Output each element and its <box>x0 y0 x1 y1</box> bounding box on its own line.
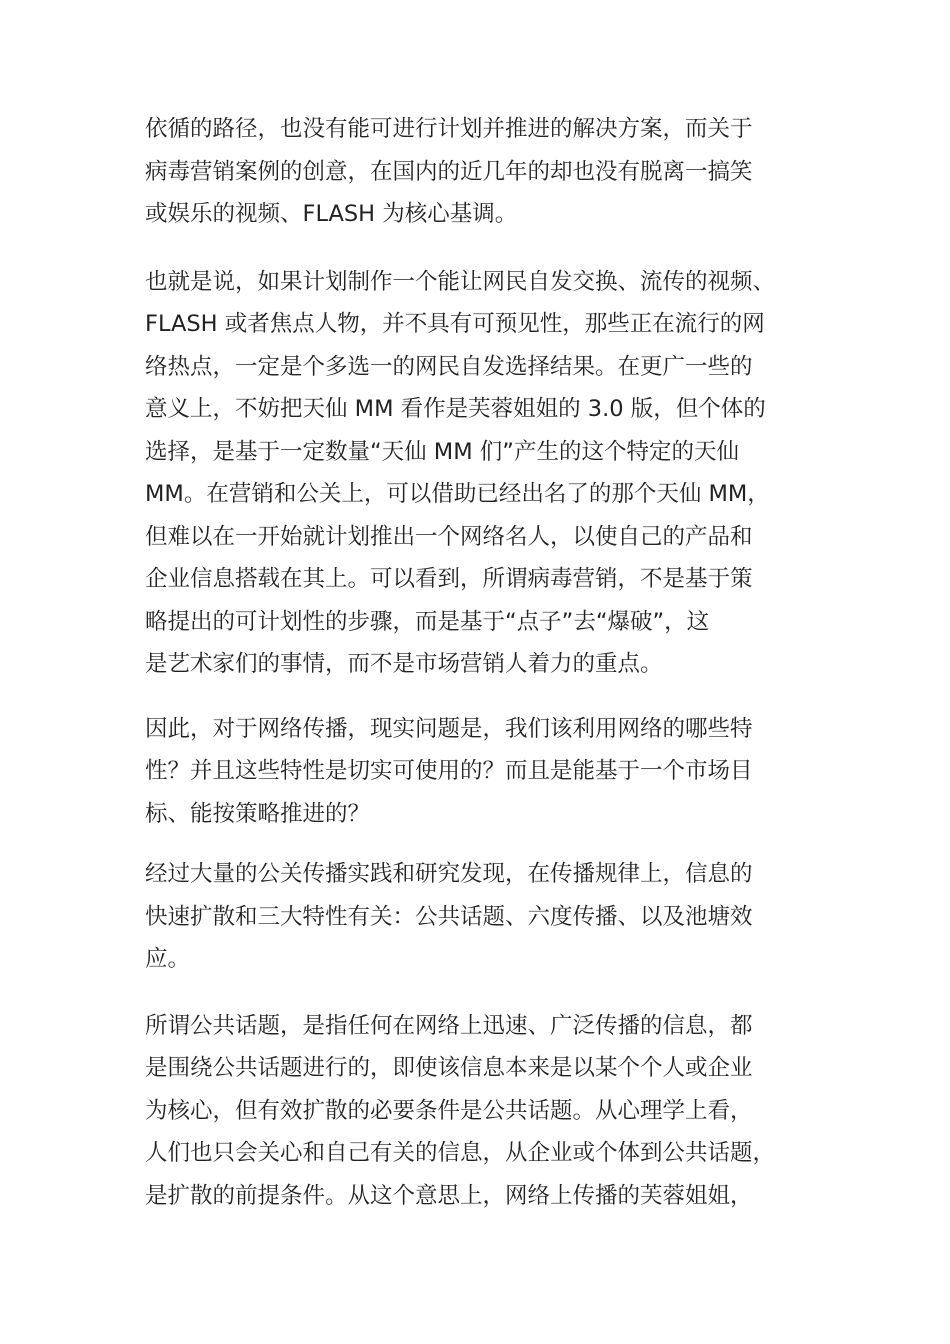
paragraph-line: 或娱乐的视频、FLASH 为核心基调。 <box>145 201 518 227</box>
paragraph-2 <box>145 261 813 686</box>
paragraph-line: 略提出的可计划性的步骤，而是基于“点子”去“爆破”，这 <box>145 608 710 635</box>
paragraph-line: 选择，是基于一定数量“天仙 MM 们”产生的这个特定的天仙 <box>145 438 739 465</box>
paragraph-5 <box>145 1005 813 1218</box>
paragraph-line: 是围绕公共话题进行的，即使该信息本来是以某个个人或企业 <box>145 1055 753 1081</box>
paragraph-line: 因此，对于网络传播，现实问题是，我们该利用网络的哪些特 <box>145 715 753 742</box>
paragraph-line: 是扩散的前提条件。从这个意思上，网络上传播的芙蓉姐姐， <box>145 1182 753 1209</box>
paragraph-line: 应。 <box>145 946 191 972</box>
paragraph-line: 病毒营销案例的创意，在国内的近几年的却也没有脱离一搞笑 <box>145 158 753 185</box>
paragraph-line: 但难以在一开始就计划推出一个网络名人，以使自己的产品和 <box>145 523 753 550</box>
paragraph-line: FLASH 或者焦点人物，并不具有可预见性，那些正在流行的网 <box>145 311 765 337</box>
paragraph-line: 是艺术家们的事情，而不是市场营销人着力的重点。 <box>145 651 663 677</box>
paragraph-1 <box>145 108 813 236</box>
paragraph-line: 也就是说，如果计划制作一个能让网民自发交换、流传的视频、 <box>145 268 776 295</box>
paragraph-line: 络热点，一定是个多选一的网民自发选择结果。在更广一些的 <box>145 353 753 380</box>
paragraph-line: 快速扩散和三大特性有关：公共话题、六度传播、以及池塘效 <box>145 903 753 930</box>
paragraph-line: 依循的路径，也没有能可进行计划并推进的解决方案，而关于 <box>145 116 753 142</box>
paragraph-line: 企业信息搭载在其上。可以看到，所谓病毒营销，不是基于策 <box>145 566 753 592</box>
paragraph-line: 性？并且这些特性是切实可使用的？而且是能基于一个市场目 <box>145 758 753 784</box>
paragraph-line: 标、能按策略推进的？ <box>145 800 371 827</box>
paragraph-3 <box>145 708 813 836</box>
paragraph-line: 为核心，但有效扩散的必要条件是公共话题。从心理学上看， <box>145 1097 753 1124</box>
document-body <box>145 108 813 1217</box>
paragraph-line: 所谓公共话题，是指任何在网络上迅速、广泛传播的信息，都 <box>145 1012 753 1039</box>
paragraph-line: MM。在营销和公关上，可以借助已经出名了的那个天仙 MM， <box>145 481 770 507</box>
paragraph-4 <box>145 853 813 981</box>
paragraph-line: 人们也只会关心和自己有关的信息，从企业或个体到公共话题， <box>145 1140 776 1166</box>
paragraph-line: 意义上，不妨把天仙 MM 看作是芙蓉姐姐的 3.0 版，但个体的 <box>145 396 766 422</box>
paragraph-line: 经过大量的公关传播实践和研究发现，在传播规律上，信息的 <box>145 861 753 887</box>
